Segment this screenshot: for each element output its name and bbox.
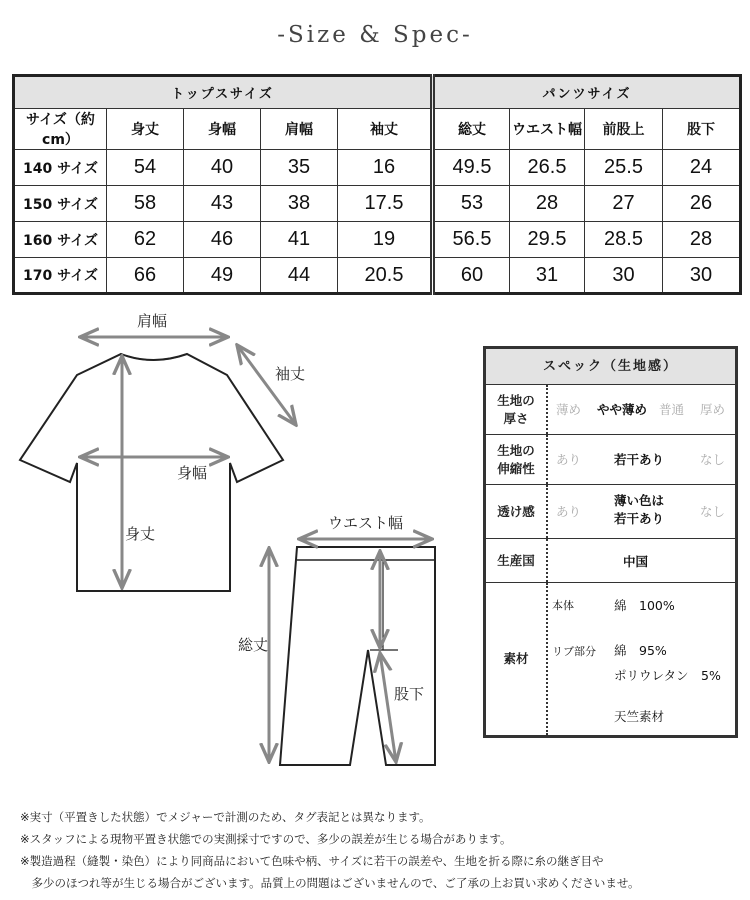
table-cell: 60 bbox=[433, 258, 510, 294]
table-cell: 26 bbox=[663, 186, 741, 222]
material-body-label: 本体 bbox=[552, 599, 574, 612]
material-rib-value: ポリウレタン 5% bbox=[614, 668, 721, 683]
material-rib-label: リブ部分 bbox=[552, 645, 596, 658]
inseam-header: 股下 bbox=[663, 109, 741, 150]
spec-option-selected: やや薄め bbox=[597, 402, 648, 417]
table-cell: 28 bbox=[510, 186, 585, 222]
size-label: 150 サイズ bbox=[14, 186, 107, 222]
table-row bbox=[14, 258, 741, 294]
table-cell: 49 bbox=[184, 258, 261, 294]
spec-label: 生地の 厚さ bbox=[486, 385, 548, 434]
table-cell: 26.5 bbox=[510, 150, 585, 186]
spec-row-sheer bbox=[486, 485, 735, 539]
table-cell: 30 bbox=[663, 258, 741, 294]
table-cell: 56.5 bbox=[433, 222, 510, 258]
spec-row-thickness bbox=[486, 385, 735, 435]
waist-width-label: ウエスト幅 bbox=[328, 514, 404, 532]
spec-option-selected: 若干あり bbox=[614, 452, 665, 467]
table-cell: 24 bbox=[663, 150, 741, 186]
table-cell: 28 bbox=[663, 222, 741, 258]
total-length-header: 総丈 bbox=[433, 109, 510, 150]
spec-row-stretch bbox=[486, 435, 735, 485]
spec-label: 生産国 bbox=[486, 539, 548, 582]
spec-option: 厚め bbox=[700, 402, 726, 417]
table-cell: 25.5 bbox=[585, 150, 663, 186]
table-cell: 30 bbox=[585, 258, 663, 294]
table-row bbox=[14, 222, 741, 258]
spec-label: 生地の 伸縮性 bbox=[486, 435, 548, 484]
table-cell: 46 bbox=[184, 222, 261, 258]
table-cell: 66 bbox=[107, 258, 184, 294]
table-cell: 19 bbox=[338, 222, 433, 258]
spec-option: 普通 bbox=[659, 402, 685, 417]
shoulder-width-header: 肩幅 bbox=[261, 109, 338, 150]
spec-option: あり bbox=[556, 452, 582, 467]
spec-option-selected: 薄い色は 若干あり bbox=[614, 493, 665, 526]
table-cell: 20.5 bbox=[338, 258, 433, 294]
table-cell: 35 bbox=[261, 150, 338, 186]
sleeve-length-label: 袖丈 bbox=[275, 365, 306, 383]
spec-row-material bbox=[486, 583, 735, 735]
table-cell: 41 bbox=[261, 222, 338, 258]
shoulder-width-label: 肩幅 bbox=[137, 312, 168, 330]
body-length-label: 身丈 bbox=[125, 525, 156, 543]
spec-option: なし bbox=[700, 452, 726, 467]
front-rise-header: 前股上 bbox=[585, 109, 663, 150]
table-row bbox=[14, 150, 741, 186]
page-title: -Size & Spec- bbox=[277, 22, 473, 48]
table-row bbox=[14, 186, 741, 222]
garment-illustration bbox=[0, 300, 480, 780]
table-cell: 27 bbox=[585, 186, 663, 222]
spec-label: 素材 bbox=[486, 583, 548, 735]
size-label: 160 サイズ bbox=[14, 222, 107, 258]
spec-table bbox=[483, 346, 738, 738]
table-cell: 58 bbox=[107, 186, 184, 222]
sleeve-length-header: 袖丈 bbox=[338, 109, 433, 150]
table-cell: 54 bbox=[107, 150, 184, 186]
table-cell: 29.5 bbox=[510, 222, 585, 258]
pants-outline bbox=[280, 547, 435, 765]
table-cell: 40 bbox=[184, 150, 261, 186]
spec-row-origin bbox=[486, 539, 735, 583]
table-cell: 31 bbox=[510, 258, 585, 294]
pants-size-group-label: パンツサイズ bbox=[433, 76, 741, 109]
size-table-group-row bbox=[14, 76, 741, 109]
spec-option: あり bbox=[556, 504, 582, 519]
size-table-header-row bbox=[14, 109, 741, 150]
note-line: 多少のほつれ等が生じる場合がございます。品質上の問題はございませんので、ご了承の上お買い求めくださいませ。 bbox=[20, 876, 640, 890]
table-cell: 28.5 bbox=[585, 222, 663, 258]
inseam-label: 股下 bbox=[394, 685, 425, 703]
spec-option: なし bbox=[700, 504, 726, 519]
spec-label: 透け感 bbox=[486, 485, 548, 538]
material-body-value: 綿 100% bbox=[614, 598, 675, 613]
origin-value: 中国 bbox=[623, 554, 649, 569]
total-length-label: 総丈 bbox=[238, 636, 269, 654]
spec-title: スペック（生地感） bbox=[486, 349, 735, 385]
size-column-header: サイズ（約cm） bbox=[14, 109, 107, 150]
material-fabric: 天竺素材 bbox=[614, 709, 665, 724]
note-line: ※スタッフによる現物平置き状態での実測採寸ですので、多少の誤差が生じる場合があります。 bbox=[20, 832, 512, 846]
table-cell: 43 bbox=[184, 186, 261, 222]
size-label: 140 サイズ bbox=[14, 150, 107, 186]
table-cell: 62 bbox=[107, 222, 184, 258]
notes bbox=[20, 806, 740, 894]
note-line: ※製造過程（縫製・染色）により同商品において色味や柄、サイズに若干の誤差や、生地を折る際に糸の継ぎ目や bbox=[20, 854, 604, 868]
table-cell: 17.5 bbox=[338, 186, 433, 222]
tops-size-group-label: トップスサイズ bbox=[14, 76, 433, 109]
note-line: ※実寸（平置きした状態）でメジャーで計測のため、タグ表記とは異なります。 bbox=[20, 810, 431, 824]
table-cell: 44 bbox=[261, 258, 338, 294]
table-cell: 16 bbox=[338, 150, 433, 186]
table-cell: 53 bbox=[433, 186, 510, 222]
spec-option: 薄め bbox=[556, 402, 582, 417]
body-width-header: 身幅 bbox=[184, 109, 261, 150]
measurement-diagram bbox=[0, 300, 480, 780]
body-length-header: 身丈 bbox=[107, 109, 184, 150]
waist-width-header: ウエスト幅 bbox=[510, 109, 585, 150]
table-cell: 49.5 bbox=[433, 150, 510, 186]
body-width-label: 身幅 bbox=[177, 464, 208, 482]
size-table bbox=[12, 74, 742, 295]
material-rib-value: 綿 95% bbox=[614, 643, 667, 658]
table-cell: 38 bbox=[261, 186, 338, 222]
tshirt-outline bbox=[20, 354, 283, 591]
size-label: 170 サイズ bbox=[14, 258, 107, 294]
